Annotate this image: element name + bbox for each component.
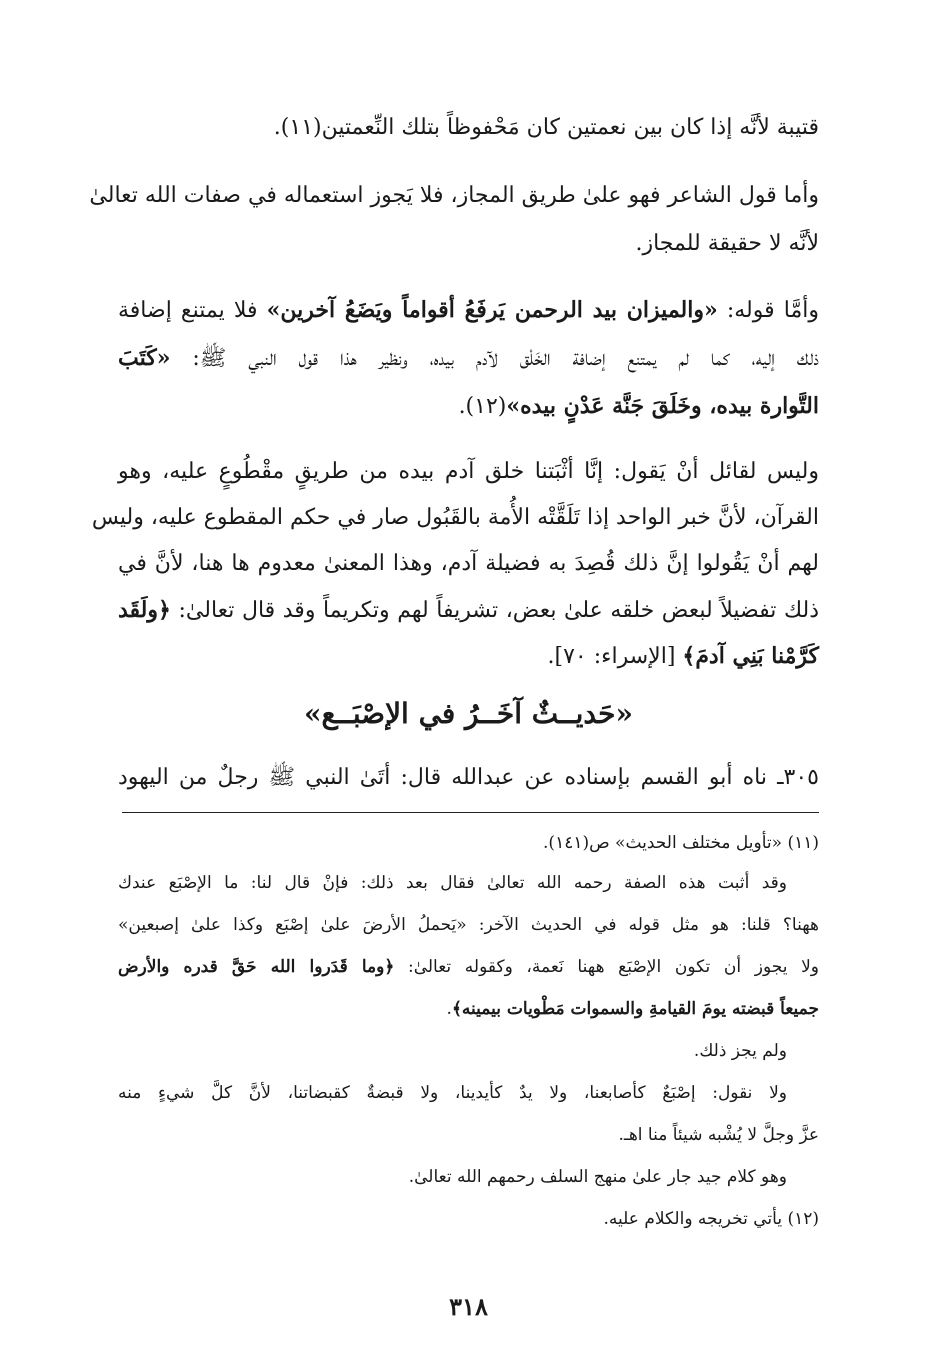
footnote-text: ههنا؟ قلنا: هو مثل قوله في الحديث الآخر: «يَحملُ الأرضَ علىٰ إصْبَع وكذا علىٰ إصبعين» <box>118 915 819 935</box>
footnote-text: ولا نقول: إصْبَعٌ كأصابعنا، ولا يدٌ كأيدينا، ولا قبضةٌ كقبضاتنا، لأنَّ كلَّ شيءٍ منه <box>118 1083 787 1103</box>
body-text: فلا يمتنع إضافة <box>118 298 267 323</box>
footnote-line <box>618 1124 819 1146</box>
footnote-text: وهو كلام جيد جار علىٰ منهج السلف رحمهم الله تعالىٰ. <box>408 1167 787 1187</box>
quran-quote: جميعاً قبضته يومَ القيامةِ والسموات مَطْويات بيمينه﴾ <box>451 999 819 1019</box>
section-heading: «حَديــثٌ آخَــرُ في الإصْبَــع» <box>304 697 633 730</box>
body-line <box>118 550 819 578</box>
body-text: وأما قول الشاعر فهو علىٰ طريق المجاز، فلا يَجوز استعماله في صفات الله تعالىٰ <box>89 183 819 208</box>
body-line <box>118 596 819 625</box>
footnote-ref: (١٢). <box>458 394 507 419</box>
body-line <box>118 296 819 325</box>
quran-quote: كَرَّمْنا بَنِي آدمَ﴾ <box>682 643 819 669</box>
body-text: ٣٠٥ـ ناه أبو القسم بإسناده عن عبدالله قال: أتَىٰ النبي ﷺ رجلٌ من اليهود <box>118 765 819 790</box>
footnote-text: ولا يجوز أن تكون الإصْبَع ههنا نَعمة، وكقوله تعالىٰ: <box>394 957 819 977</box>
body-text: القرآن، لأنَّ خبر الواحد إذا تَلَقَّتْه الأُمة بالقَبُول صار في حكم المقطوع عليه، وليس <box>91 505 819 530</box>
footnote-line <box>118 956 819 978</box>
body-text: لهم أنْ يَقُولوا إنَّ ذلك قُصِدَ به فضيلة آدم، وهذا المعنىٰ معدوم ها هنا، لأنَّ في <box>118 551 819 576</box>
body-text: ذلك تفضيلاً لبعض خلقه علىٰ بعض، تشريفاً لهم وتكريماً وقد قال تعالىٰ: <box>170 598 819 623</box>
footnote-separator <box>122 812 819 813</box>
body-line <box>118 458 819 486</box>
body-line <box>459 392 819 421</box>
body-line <box>274 114 819 142</box>
footnote-line <box>118 914 819 936</box>
footnote-line <box>409 1166 787 1188</box>
quran-quote: ﴿وما قَدَروا الله حَقَّ قدره والأرض <box>118 957 395 977</box>
quran-quote: ﴿ولَقَد <box>118 597 171 623</box>
footnote-text: (١٢) يأتي تخريجه والكلام عليه. <box>603 1209 819 1229</box>
hadith-quote: «كَتَبَ <box>118 345 171 371</box>
body-line <box>91 504 819 532</box>
footnote-text: . <box>446 999 452 1019</box>
page-number: ٣١٨ <box>449 1292 488 1321</box>
footnote-line <box>118 1082 787 1104</box>
footnote-line <box>118 872 787 894</box>
footnote-line <box>604 1208 819 1230</box>
body-line <box>118 764 819 792</box>
footnote-line <box>447 998 819 1020</box>
body-line <box>89 182 819 210</box>
body-text: قتيبة لأنَّه إذا كان بين نعمتين كان مَحْفوظاً بتلك النِّعمتين(١١). <box>273 115 819 140</box>
footnote-text: وقد أثبت هذه الصفة رحمه الله تعالىٰ فقال بعد ذلك: فإنْ قال لنا: ما الإصْبَع عندك <box>118 873 787 893</box>
footnote-text: (١١) «تأويل مختلف الحديث» ص(١٤١). <box>543 833 819 853</box>
hadith-quote: «والميزان بيد الرحمن يَرفَعُ أقواماً ويَضَعُ آخرين» <box>266 297 718 323</box>
footnote-line <box>543 832 819 854</box>
body-text: ذلك إليه، كما لم يمتنع إضافة الخَلْق لآدم بيده، ونظير هذا قول النبي ﷺ: <box>170 346 819 371</box>
body-text: لأنَّه لا حقيقة للمجاز. <box>635 231 819 256</box>
body-line <box>548 642 819 671</box>
body-line <box>635 230 819 258</box>
hadith-quote: التَّوارة بيده، وخَلَقَ جَنَّة عَدْنٍ بيده» <box>506 393 819 419</box>
footnote-line <box>694 1040 787 1062</box>
body-text: وليس لقائل أنْ يَقول: إنَّا أثْبَتنا خلق آدم بيده من طريقٍ مقْطُوعٍ عليه، وهو <box>118 459 819 484</box>
body-text: [الإسراء: ٧٠]. <box>547 644 683 669</box>
footnote-text: ولم يجز ذلك. <box>693 1041 787 1061</box>
footnote-text: عزَّ وجلَّ لا يُشْبه شيئاً منا اهـ. <box>618 1125 819 1145</box>
body-line <box>118 344 819 373</box>
body-text: وأمَّا قوله: <box>717 298 819 323</box>
